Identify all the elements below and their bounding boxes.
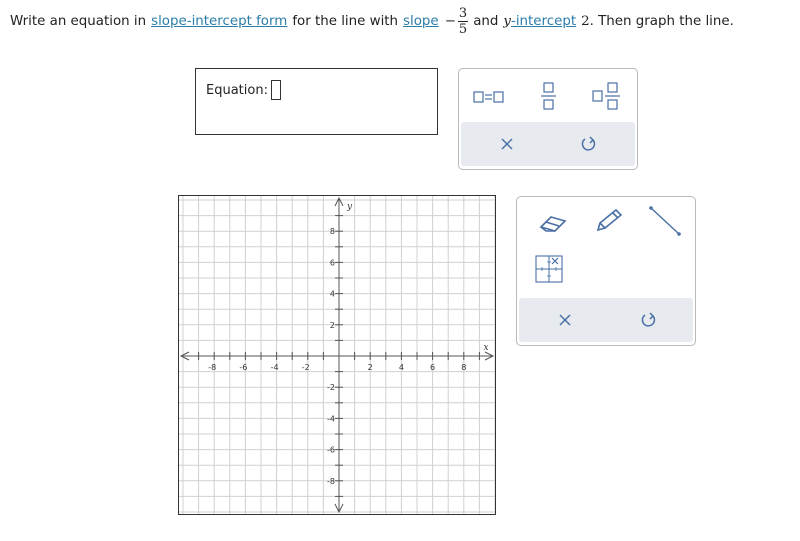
x-tick-label: 4 [398, 363, 404, 372]
y-axis-label: y [347, 202, 353, 212]
slope-fraction [458, 6, 468, 37]
equation-input[interactable] [271, 80, 281, 100]
slope-numerator: 3 [458, 5, 468, 21]
x-tick-label: -2 [301, 363, 310, 372]
math-palette [458, 68, 638, 170]
and-text: and [473, 13, 499, 29]
line-tool-button[interactable] [645, 203, 685, 239]
grid-lines [179, 196, 495, 514]
x-tick-label: -6 [239, 363, 248, 372]
problem-statement [10, 0, 734, 42]
x-tick-label: 2 [367, 363, 373, 372]
graph-canvas[interactable] [179, 196, 495, 514]
minus-sign: − [444, 13, 456, 29]
problem-mid: for the line with [292, 13, 399, 29]
pencil-button[interactable] [589, 205, 629, 237]
undo-icon [640, 311, 658, 329]
fraction-template-button[interactable] [531, 79, 567, 113]
line-tool-icon [647, 204, 683, 238]
equation-answer-box[interactable] [195, 68, 438, 135]
undo-button[interactable] [571, 129, 607, 159]
x-tick-label: 6 [430, 363, 436, 372]
problem-tail: . Then graph the line. [589, 13, 734, 29]
grid-select-button[interactable] [533, 253, 565, 285]
x-tick-label: -4 [270, 363, 279, 372]
eraser-button[interactable] [533, 207, 573, 237]
graph-grid-icon [534, 254, 564, 284]
equals-template-button[interactable] [469, 83, 511, 111]
palette-action-strip [461, 122, 635, 166]
intercept-value: 2 [581, 13, 590, 29]
y-tick-label: -6 [327, 445, 335, 455]
x-tick-label: 8 [461, 363, 467, 372]
pencil-icon [592, 206, 626, 236]
y-tick-label: 8 [329, 227, 335, 237]
equation-label: Equation: [206, 83, 268, 98]
y-tick-label: -2 [327, 383, 335, 393]
y-tick-label: -4 [327, 414, 335, 424]
x-axis-label: x [483, 343, 489, 353]
close-icon [499, 136, 515, 152]
graph-clear-button[interactable] [547, 305, 583, 335]
intercept-link[interactable]: -intercept [510, 13, 577, 29]
graph-tools-palette [516, 196, 696, 346]
mixed-number-template-button[interactable] [587, 79, 627, 113]
slope-intercept-form-link[interactable]: slope-intercept form [151, 13, 288, 29]
coordinate-graph[interactable] [178, 195, 496, 515]
close-icon [557, 312, 573, 328]
undo-icon [580, 135, 598, 153]
y-tick-label: 2 [329, 320, 335, 330]
y-tick-label: -8 [327, 476, 335, 486]
y-tick-label: 6 [329, 258, 335, 268]
slope-link[interactable]: slope [403, 13, 439, 29]
tick-labels [208, 202, 488, 486]
problem-intro: Write an equation in [10, 13, 147, 29]
y-tick-label: 4 [329, 289, 335, 299]
y-variable: y [503, 13, 511, 29]
eraser-icon [535, 209, 571, 235]
clear-button[interactable] [489, 129, 525, 159]
graph-undo-button[interactable] [631, 305, 667, 335]
x-tick-label: -8 [208, 363, 217, 372]
slope-denominator: 5 [458, 21, 468, 37]
